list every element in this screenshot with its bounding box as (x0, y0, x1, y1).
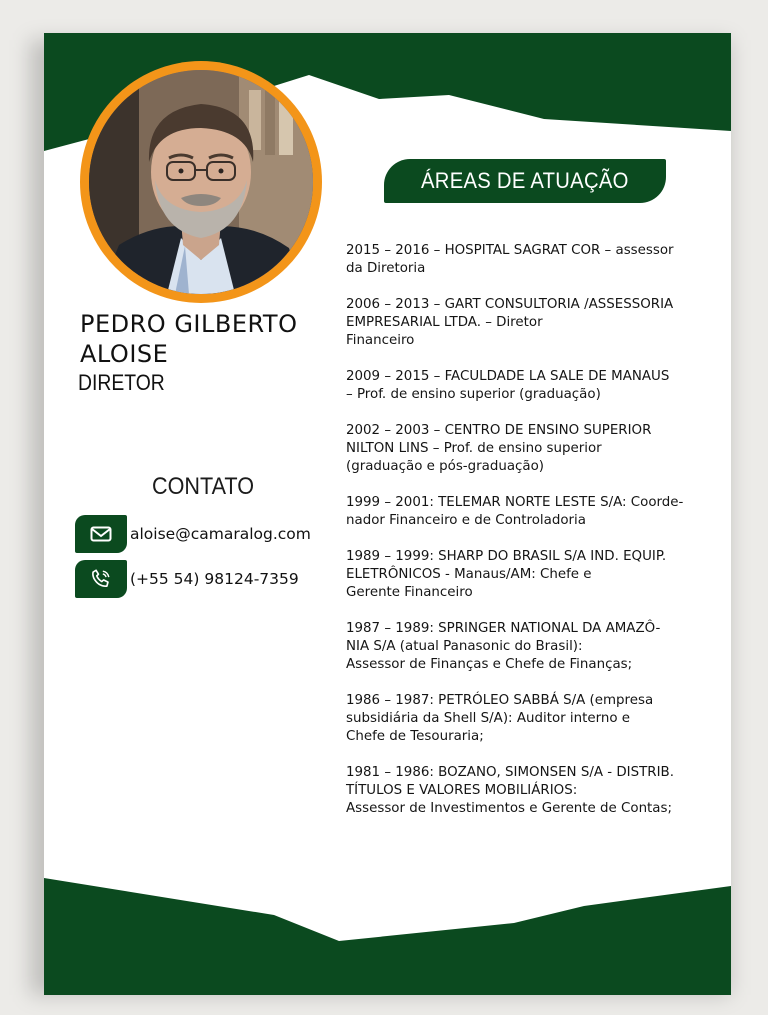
experience-item: 2006 – 2013 – GART CONSULTORIA /ASSESSORIA EMPRESARIAL LTDA. – Diretor Financeiro (346, 297, 674, 348)
experience-item: 2015 – 2016 – HOSPITAL SAGRAT COR – assessor da Diretoria (346, 243, 674, 276)
experience-item: 2002 – 2003 – CENTRO DE ENSINO SUPERIOR NILTON LINS – Prof. de ensino superior (graduação e pós-graduação) (346, 423, 652, 474)
person-name: PEDRO GILBERTO ALOISE (80, 310, 298, 368)
experience-item: 1986 – 1987: PETRÓLEO SABBÁ S/A (empresa subsidiária da Shell S/A): Auditor interno e Chefe de Tesouraria; (346, 693, 654, 744)
experience-item: 2009 – 2015 – FACULDADE LA SALE DE MANAUS – Prof. de ensino superior (graduação) (346, 369, 670, 402)
areas-heading-badge (384, 159, 666, 203)
person-role: DIRETOR (78, 370, 165, 395)
experience-list (346, 242, 731, 836)
phone-number[interactable]: (+55 54) 98124-7359 (130, 570, 299, 588)
contact-phone-row[interactable] (75, 560, 299, 598)
contact-email-row[interactable] (75, 515, 311, 553)
profile-photo-ring (80, 61, 322, 303)
experience-item: 1981 – 1986: BOZANO, SIMONSEN S/A - DISTRIB. TÍTULOS E VALORES MOBILIÁRIOS: Assessor de Investimentos e Gerente de Contas; (346, 765, 674, 816)
areas-heading: ÁREAS DE ATUAÇÃO (421, 168, 629, 193)
experience-item: 1999 – 2001: TELEMAR NORTE LESTE S/A: Coorde- nador Financeiro e de Controladoria (346, 495, 684, 528)
resume-page (44, 33, 731, 995)
experience-item: 1989 – 1999: SHARP DO BRASIL S/A IND. EQUIP. ELETRÔNICOS - Manaus/AM: Chefe e Gerente Financeiro (346, 549, 667, 600)
contact-heading: CONTATO (152, 473, 255, 500)
phone-icon (75, 560, 127, 598)
email-address[interactable]: aloise@camaralog.com (130, 525, 311, 543)
experience-item: 1987 – 1989: SPRINGER NATIONAL DA AMAZÔ- NIA S/A (atual Panasonic do Brasil): Assessor de Finanças e Chefe de Finanças; (346, 621, 661, 672)
envelope-icon (75, 515, 127, 553)
bottom-green-band (44, 878, 731, 995)
portrait-illustration (89, 70, 313, 294)
profile-photo (89, 70, 313, 294)
